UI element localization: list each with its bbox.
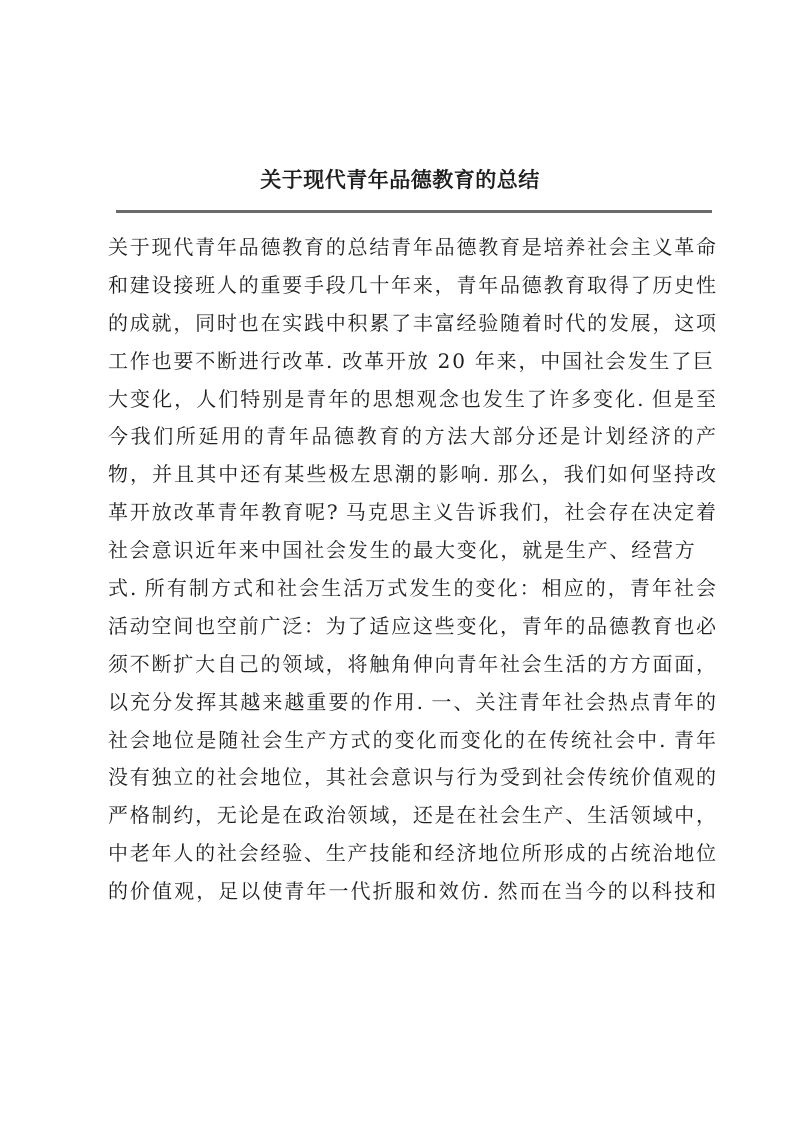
body-line: 式. 所有制方式和社会生活万式发生的变化：相应的，青年社会: [108, 576, 716, 601]
body-line: 以充分发挥其越来越重要的作用. 一、关注青年社会热点青年的: [108, 689, 716, 714]
body-line: 大变化，人们特别是青年的思想观念也发生了许多变化. 但是至: [108, 386, 716, 411]
body-line: 革开放改革青年教育呢? 马克思主义告诉我们，社会存在决定着: [108, 500, 716, 525]
body-line: 中老年人的社会经验、生产技能和经济地位所形成的占统治地位: [108, 841, 716, 866]
document-title: 关于现代青年品德教育的总结: [260, 167, 540, 192]
body-line: 关于现代青年品德教育的总结青年品德教育是培养社会主义革命: [108, 235, 716, 259]
body-line: 没有独立的社会地位，其社会意识与行为受到社会传统价值观的: [108, 765, 716, 790]
body-line: 社会地位是随社会生产方式的变化而变化的在传统社会中. 青年: [108, 727, 716, 752]
body-line: 须不断扩大自己的领域，将触角伸向青年社会生活的方方面面，: [108, 651, 716, 676]
body-line: 严格制约，无论是在政治领域，还是在社会生产、生活领域中，: [108, 803, 716, 828]
document-body: [108, 229, 716, 911]
body-line: 今我们所延用的青年品德教育的方法大部分还是计划经济的产: [108, 424, 716, 449]
body-line: 物，并且其中还有某些极左思潮的影响. 那么，我们如何坚持改: [108, 462, 716, 487]
body-line: 活动空间也空前广泛：为了适应这些变化，青年的品德教育也必: [108, 613, 716, 638]
body-line: 的成就，同时也在实践中积累了丰富经验随着时代的发展，这项: [108, 310, 716, 335]
body-line: 工作也要不断进行改革. 改革开放 20 年来，中国社会发生了巨: [108, 348, 715, 373]
body-line: 和建设接班人的重要手段几十年来，青年品德教育取得了历史性: [108, 272, 716, 297]
body-line: 社会意识近年来中国社会发生的最大变化，就是生产、经营方: [108, 538, 697, 563]
body-line: 的价值观，足以使青年一代折服和效仿. 然而在当今的以科技和: [108, 879, 716, 904]
title-divider: [116, 210, 712, 213]
